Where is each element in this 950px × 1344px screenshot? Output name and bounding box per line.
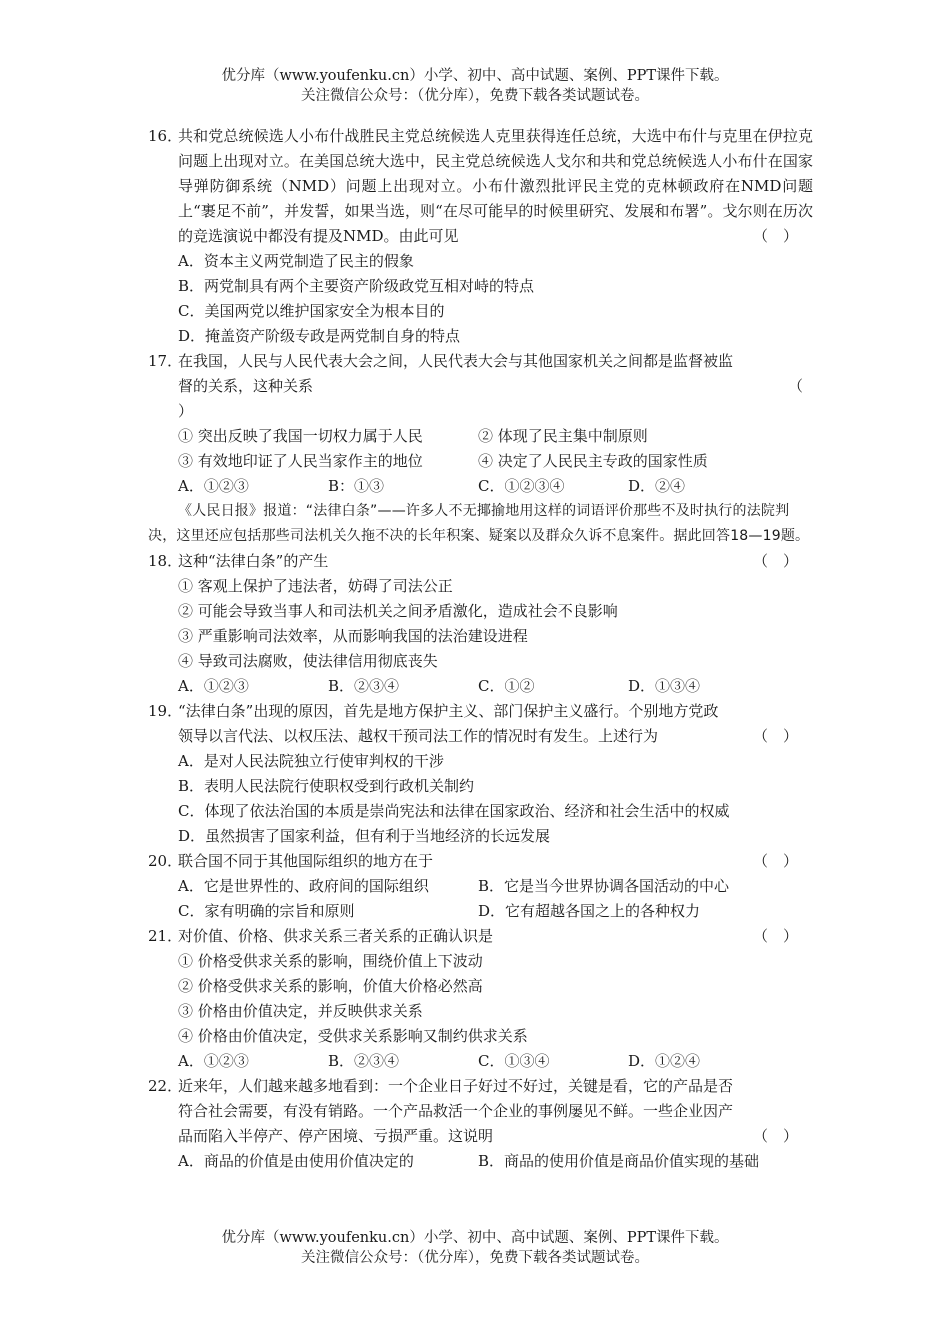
answer-blank: （ ） [752, 227, 798, 245]
option-d: D．②④ [628, 477, 686, 495]
options-row [148, 1149, 813, 1174]
option-a: A．它是世界性的、政府间的国际组织 [178, 877, 429, 895]
question-22 [148, 1074, 813, 1099]
statement-2: ② 体现了民主集中制原则 [478, 427, 648, 445]
statement-3: ③ 有效地印证了人民当家作主的地位 [178, 452, 423, 470]
page-footer [0, 1228, 950, 1268]
question-text: 近来年，人们越来越多地看到：一个企业日子好过不好过，关键是看，它的产品是否 [178, 1077, 734, 1095]
statement-1: ① 突出反映了我国一切权力属于人民 [178, 427, 423, 445]
question-number: 18． [148, 552, 183, 570]
question-text: 联合国不同于其他国际组织的地方在于 [178, 852, 434, 870]
option-a: A．①②③ [178, 677, 249, 695]
options-row [148, 899, 813, 924]
option-b: B．商品的使用价值是商品价值实现的基础 [478, 1152, 760, 1170]
question-text: “法律白条”出现的原因，首先是地方保护主义、部门保护主义盛行。个别地方党政 [178, 702, 719, 720]
option-c: C．体现了依法治国的本质是崇尚宪法和法律在国家政治、经济和社会生活中的权威 [178, 802, 730, 820]
question-16 [148, 124, 813, 249]
page-header [0, 66, 950, 106]
question-number: 16． [148, 127, 183, 145]
statement-4: ④ 导致司法腐败，使法律信用彻底丧失 [178, 652, 438, 670]
question-number: 20． [148, 852, 183, 870]
option-d: D．虽然损害了国家利益，但有利于当地经济的长远发展 [178, 827, 551, 845]
question-text: 对价值、价格、供求关系三者关系的正确认识是 [178, 927, 494, 945]
footer-line-1: 优分库（www.youfenku.cn）小学、初中、高中试题、案例、PPT课件下载。 [221, 1230, 729, 1246]
question-text: 这种“法律白条”的产生 [178, 552, 329, 570]
question-text-line2: 督的关系，这种关系 [178, 377, 314, 395]
statement-3: ③ 价格由价值决定，并反映供求关系 [178, 1002, 423, 1020]
question-text-cont [148, 374, 813, 399]
question-text-line3: 品而陷入半停产、停产困境、亏损严重。这说明 [178, 1127, 494, 1145]
options-row [148, 874, 813, 899]
option-d: D．掩盖资产阶级专政是两党制自身的特点 [178, 327, 461, 345]
options-row [148, 674, 813, 699]
statement-2: ② 可能会导致当事人和司法机关之间矛盾激化，造成社会不良影响 [178, 602, 618, 620]
option-c: C．家有明确的宗旨和原则 [178, 902, 355, 920]
option-b: B．表明人民法院行使职权受到行政机关制约 [178, 777, 475, 795]
question-19 [148, 699, 813, 724]
statement-4: ④ 决定了人民民主专政的国家性质 [478, 452, 708, 470]
option-b: B：①③ [328, 477, 385, 495]
option-b: B．两党制具有两个主要资产阶级政党互相对峙的特点 [178, 277, 535, 295]
option-d: D．①②④ [628, 1052, 701, 1070]
question-text-cont [148, 724, 813, 749]
statement-1: ① 价格受供求关系的影响，围绕价值上下波动 [178, 952, 483, 970]
answer-blank: （ ） [752, 1127, 798, 1145]
question-number: 22． [148, 1077, 183, 1095]
option-d: D．①③④ [628, 677, 701, 695]
reading-material: 《人民日报》报道：“法律白条”——许多人不无揶揄地用这样的词语评价那些不及时执行的法院判决，这里还应包括那些司法机关久拖不决的长年积案、疑案以及群众久诉不息案件。据此回答18—19题。 [148, 503, 810, 544]
option-b: B．②③④ [328, 677, 400, 695]
question-number: 17． [148, 352, 183, 370]
option-b: B．它是当今世界协调各国活动的中心 [478, 877, 730, 895]
question-17 [148, 349, 813, 374]
option-c: C．①②③④ [478, 477, 565, 495]
answer-blank: （ ） [752, 552, 798, 570]
option-c: C．美国两党以维护国家安全为根本目的 [178, 302, 445, 320]
statement-3: ③ 严重影响司法效率，从而影响我国的法治建设进程 [178, 627, 528, 645]
question-text-line2: 符合社会需要，有没有销路。一个产品救活一个企业的事例屡见不鲜。一些企业因产 [178, 1102, 734, 1120]
option-b: B．②③④ [328, 1052, 400, 1070]
statement-2: ② 价格受供求关系的影响，价值大价格必然高 [178, 977, 483, 995]
paren-open: （ [787, 377, 803, 395]
answer-blank: （ ） [752, 927, 798, 945]
question-21 [148, 924, 813, 949]
option-a: A．①②③ [178, 1052, 249, 1070]
question-text-line2: 领导以言代法、以权压法、越权干预司法工作的情况时有发生。上述行为 [178, 727, 659, 745]
option-a: A．商品的价值是由使用价值决定的 [178, 1152, 414, 1170]
statement-1: ① 客观上保护了违法者，妨碍了司法公正 [178, 577, 453, 595]
option-d: D．它有超越各国之上的各种权力 [478, 902, 701, 920]
option-c: C．①③④ [478, 1052, 550, 1070]
question-20 [148, 849, 813, 874]
statement-4: ④ 价格由价值决定，受供求关系影响又制约供求关系 [178, 1027, 528, 1045]
statement-row [148, 449, 813, 474]
answer-blank: （ ） [752, 852, 798, 870]
options-row [148, 474, 813, 499]
exam-content [148, 124, 813, 1174]
option-a: A．是对人民法院独立行使审判权的干涉 [178, 752, 444, 770]
question-text-cont [148, 1124, 813, 1149]
statement-row [148, 424, 813, 449]
question-text: 在我国，人民与人民代表大会之间，人民代表大会与其他国家机关之间都是监督被监 [178, 352, 734, 370]
paren-close: ） [178, 402, 194, 420]
question-number: 19． [148, 702, 183, 720]
question-18 [148, 549, 813, 574]
footer-line-2: 关注微信公众号：（优分库），免费下载各类试题试卷。 [301, 1250, 649, 1266]
question-text: 共和党总统候选人小布什战胜民主党总统候选人克里获得连任总统，大选中布什与克里在伊拉克问题上出现对立。在美国总统大选中，民主党总统候选人戈尔和共和党总统候选人小布什在国家导弹防御系统（NMD）问题上出现对立。小布什激烈批评民主党的克林顿政府在NMD问题上“裹足不前”，并发誓，如果当选，则“在尽可能早的时候里研究、发展和布署”。戈尔则在历次的竞选演说中都没有提及NMD。由此可见 [178, 127, 813, 245]
option-a: A．①②③ [178, 477, 249, 495]
option-a: A．资本主义两党制造了民主的假象 [178, 252, 414, 270]
header-line-1: 优分库（www.youfenku.cn）小学、初中、高中试题、案例、PPT课件下载。 [221, 68, 729, 84]
options-row [148, 1049, 813, 1074]
header-line-2: 关注微信公众号：（优分库），免费下载各类试题试卷。 [301, 88, 649, 104]
answer-blank: （ ） [752, 727, 798, 745]
option-c: C．①② [478, 677, 535, 695]
question-number: 21． [148, 927, 183, 945]
